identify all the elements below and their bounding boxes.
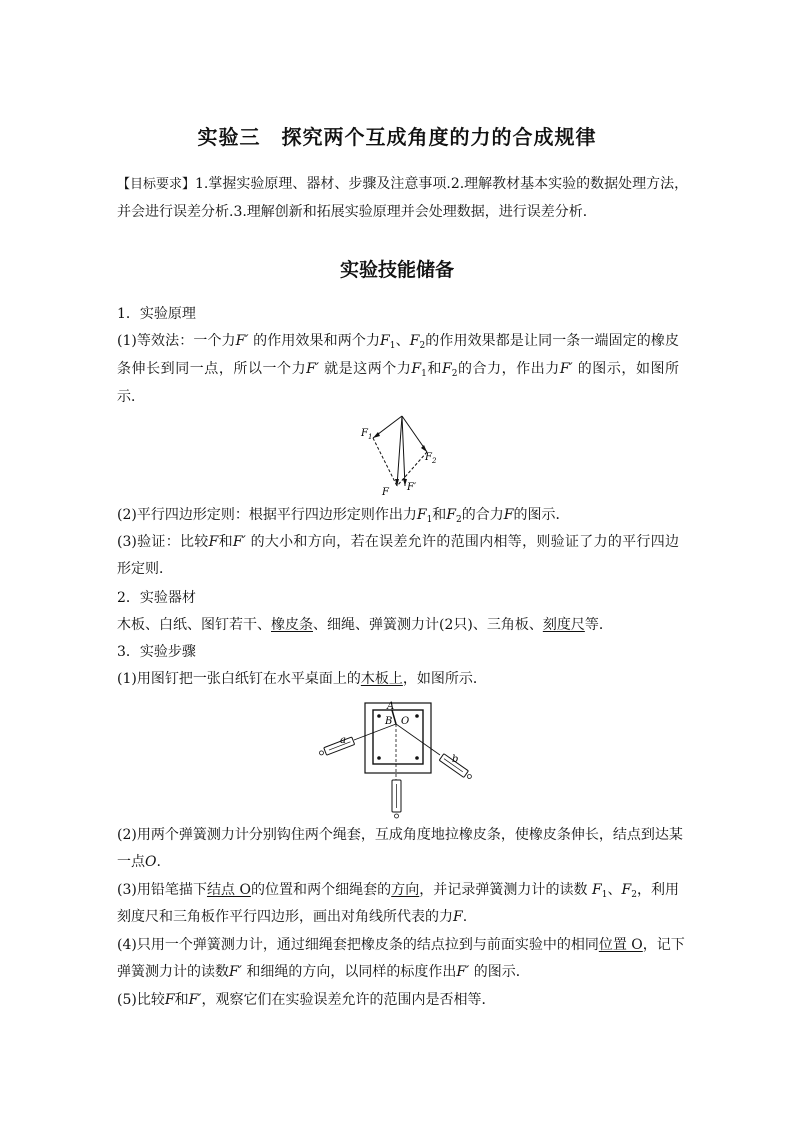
- goal-text-1: 1.掌握实验原理、器材、步骤及注意事项.2.理解教材基本实验的数据处理方法，: [195, 176, 689, 192]
- step-5: (5)比较F和F′，观察它们在实验误差允许的范围内是否相等．: [117, 992, 496, 1008]
- label-f-prime: F′: [407, 482, 417, 493]
- spring-scale-a: [318, 737, 354, 757]
- principle-p2: (2)平行四边形定则：根据平行四边形定则作出力$F_1$和$F_2$的合力F的图示．: [117, 507, 570, 525]
- symbol-f-prime: F′: [235, 333, 249, 349]
- line-f: [397, 416, 402, 486]
- step-3-line2: 刻度尺和三角板作平行四边形，画出对角线所代表的力F.: [117, 909, 468, 925]
- force-parallelogram-figure: [355, 410, 445, 500]
- underlined-ruler: 刻度尺: [542, 617, 585, 633]
- principle-p1-line2: 条伸长到同一点，所以一个力F′ 就是这两个力$F_1$和$F_2$的合力，作出力F′ 的图示，如图所: [117, 361, 680, 379]
- dashed-side-2: [397, 452, 427, 486]
- step-4-line1: (4)只用一个弹簧测力计，通过细绳套把橡皮条的结点拉到与前面实验中的相同位置 O，记下: [117, 937, 685, 953]
- equipment-heading: 2．实验器材: [117, 590, 196, 606]
- label-b-upper: B: [385, 716, 393, 727]
- spring-scale-vertical: [392, 780, 401, 818]
- label-a-upper: A: [387, 701, 395, 712]
- step-1: (1)用图钉把一张白纸钉在水平桌面上的木板上，如图所示．: [117, 671, 487, 687]
- section-title: 实验技能储备: [339, 259, 454, 281]
- wooden-board: [365, 703, 431, 773]
- label-f: F: [382, 487, 389, 498]
- goal-line-2: 并会进行误差分析.3.理解创新和拓展实验原理并会处理数据，进行误差分析．: [117, 204, 597, 220]
- experiment-board-figure: [318, 700, 476, 822]
- principle-heading: 1．实验原理: [117, 306, 196, 322]
- label-b: b: [452, 754, 459, 765]
- goal-line-1: [117, 170, 689, 199]
- goal-label: 【目标要求】: [117, 177, 196, 192]
- step-4-line2: 弹簧测力计的读数F′ 和细绳的方向，以同样的标度作出F′ 的图示．: [117, 964, 530, 980]
- steps-heading: 3．实验步骤: [117, 644, 196, 660]
- pushpin-icon: [415, 714, 419, 718]
- label-f2: $F_2$: [425, 452, 437, 465]
- principle-p3-line2: 形定则．: [117, 561, 173, 577]
- equipment-list: 木板、白纸、图钉若干、橡皮条、细绳、弹簧测力计(2只)、三角板、刻度尺等．: [117, 617, 613, 633]
- dashed-side-1: [373, 438, 397, 486]
- label-o: O: [401, 716, 410, 727]
- step-2-line2: 一点O.: [117, 854, 161, 870]
- step-3-line1: (3)用铅笔描下结点 O的位置和两个细绳套的方向，并记录弹簧测力计的读数 $F_1$、$F_2$，利用: [117, 882, 680, 900]
- page-title: 实验三 探究两个互成角度的力的合成规律: [197, 125, 597, 149]
- underlined-rubber-band: 橡皮条: [271, 617, 313, 633]
- pushpin-icon: [377, 714, 381, 718]
- step-2-line1: (2)用两个弹簧测力计分别钩住两个绳套，互成角度地拉橡皮条，使橡皮条伸长，结点到达某: [117, 827, 683, 843]
- line-f-prime: [402, 416, 405, 486]
- principle-p1-line3: 示．: [117, 389, 145, 405]
- pushpin-icon: [377, 756, 381, 760]
- label-a: a: [340, 735, 346, 746]
- principle-p1-line1: (1)等效法：一个力F′ 的作用效果和两个力$F_1$、$F_2$的作用效果都是让同一条一端固定的橡皮: [117, 333, 680, 351]
- principle-p3-line1: (3)验证：比较F和F′ 的大小和方向，若在误差允许的范围内相等，则验证了力的平行四边: [117, 534, 680, 550]
- arrow-f2: [421, 445, 427, 452]
- pushpin-icon: [415, 756, 419, 760]
- label-f1: $F_1$: [361, 428, 373, 441]
- arrow-f: [395, 479, 399, 486]
